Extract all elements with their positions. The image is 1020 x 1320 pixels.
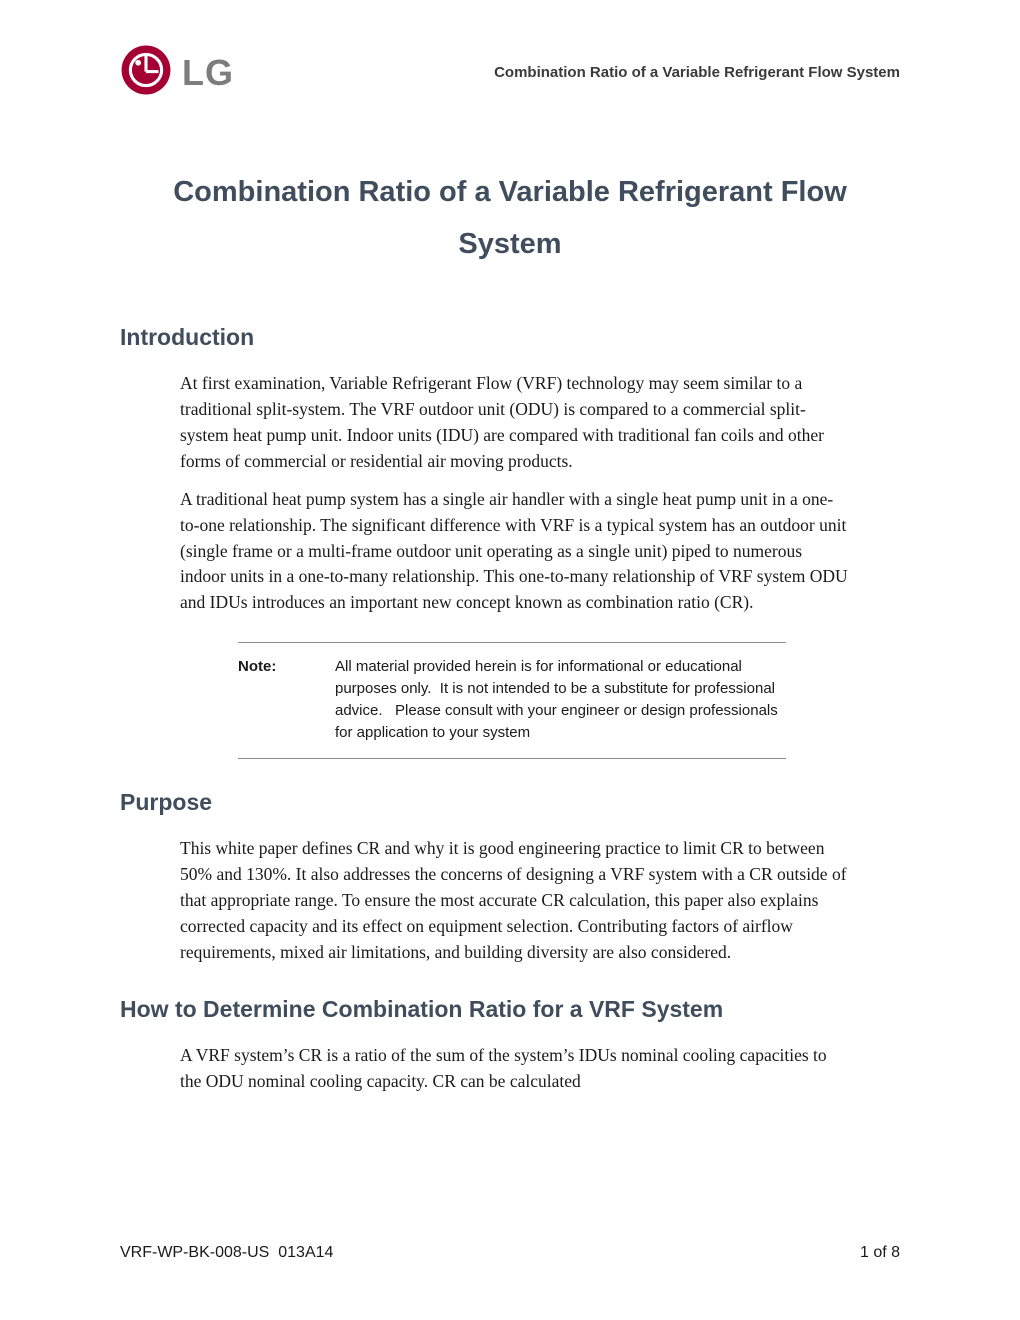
lg-logo-icon — [120, 44, 172, 101]
footer-document-number: VRF-WP-BK-008-US 013A14 — [120, 1244, 334, 1261]
footer-page-number: 1 of 8 — [859, 1244, 900, 1261]
note-label: Note: — [238, 658, 277, 676]
lg-logo — [120, 44, 234, 101]
lg-logo-wordmark: LG — [182, 51, 234, 93]
note-box — [238, 642, 786, 759]
page-header — [120, 0, 900, 101]
section-heading-how-to-determine: How to Determine Combination Ratio for a VRF System — [120, 995, 724, 1022]
introduction-paragraph-2: A traditional heat pump system has a single air handler with a single heat pump unit in a one-to-one relationship. The significant difference with VRF is a typical system has an outdoor unit (single frame or a multi-frame outdoor unit operating as a single unit) piped to numerous indoor units in a one-to-many relationship. This one-to-many relationship of VRF system ODU and IDUs introduces an important new concept known as combination ratio (CR). — [180, 488, 848, 613]
introduction-paragraph-1: At first examination, Variable Refrigerant Flow (VRF) technology may seem similar to a traditional split-system. The VRF outdoor unit (ODU) is compared to a commercial split-system heat pump unit. Indoor units (IDU) are compared with traditional fan coils and other forms of commercial or residential air moving products. — [180, 373, 824, 471]
section-heading-introduction: Introduction — [120, 324, 255, 351]
page-title: Combination Ratio of a Variable Refrigerant Flow System — [173, 176, 847, 260]
note-text: All material provided herein is for informational or educational purposes only. It is not intended to be a substitute for professional advice. Please consult with your engineer or design professionals for application to your system — [335, 658, 782, 742]
purpose-paragraph: This white paper defines CR and why it is good engineering practice to limit CR to between 50% and 130%. It also addresses the concerns of designing a VRF system with a CR outside of that appropriate range. To ensure the most accurate CR calculation, this paper also explains corrected capacity and its effect on equipment selection. Contributing factors of airflow requirements, mixed air limitations, and building diversity are also considered. — [180, 838, 847, 962]
howto-paragraph: A VRF system’s CR is a ratio of the sum of the system’s IDUs nominal cooling capacities to the ODU nominal cooling capacity. CR can be calculated — [180, 1044, 827, 1091]
running-header-title: Combination Ratio of a Variable Refrigerant Flow System — [494, 64, 900, 81]
section-heading-purpose: Purpose — [120, 789, 213, 816]
page-footer — [120, 1244, 900, 1262]
